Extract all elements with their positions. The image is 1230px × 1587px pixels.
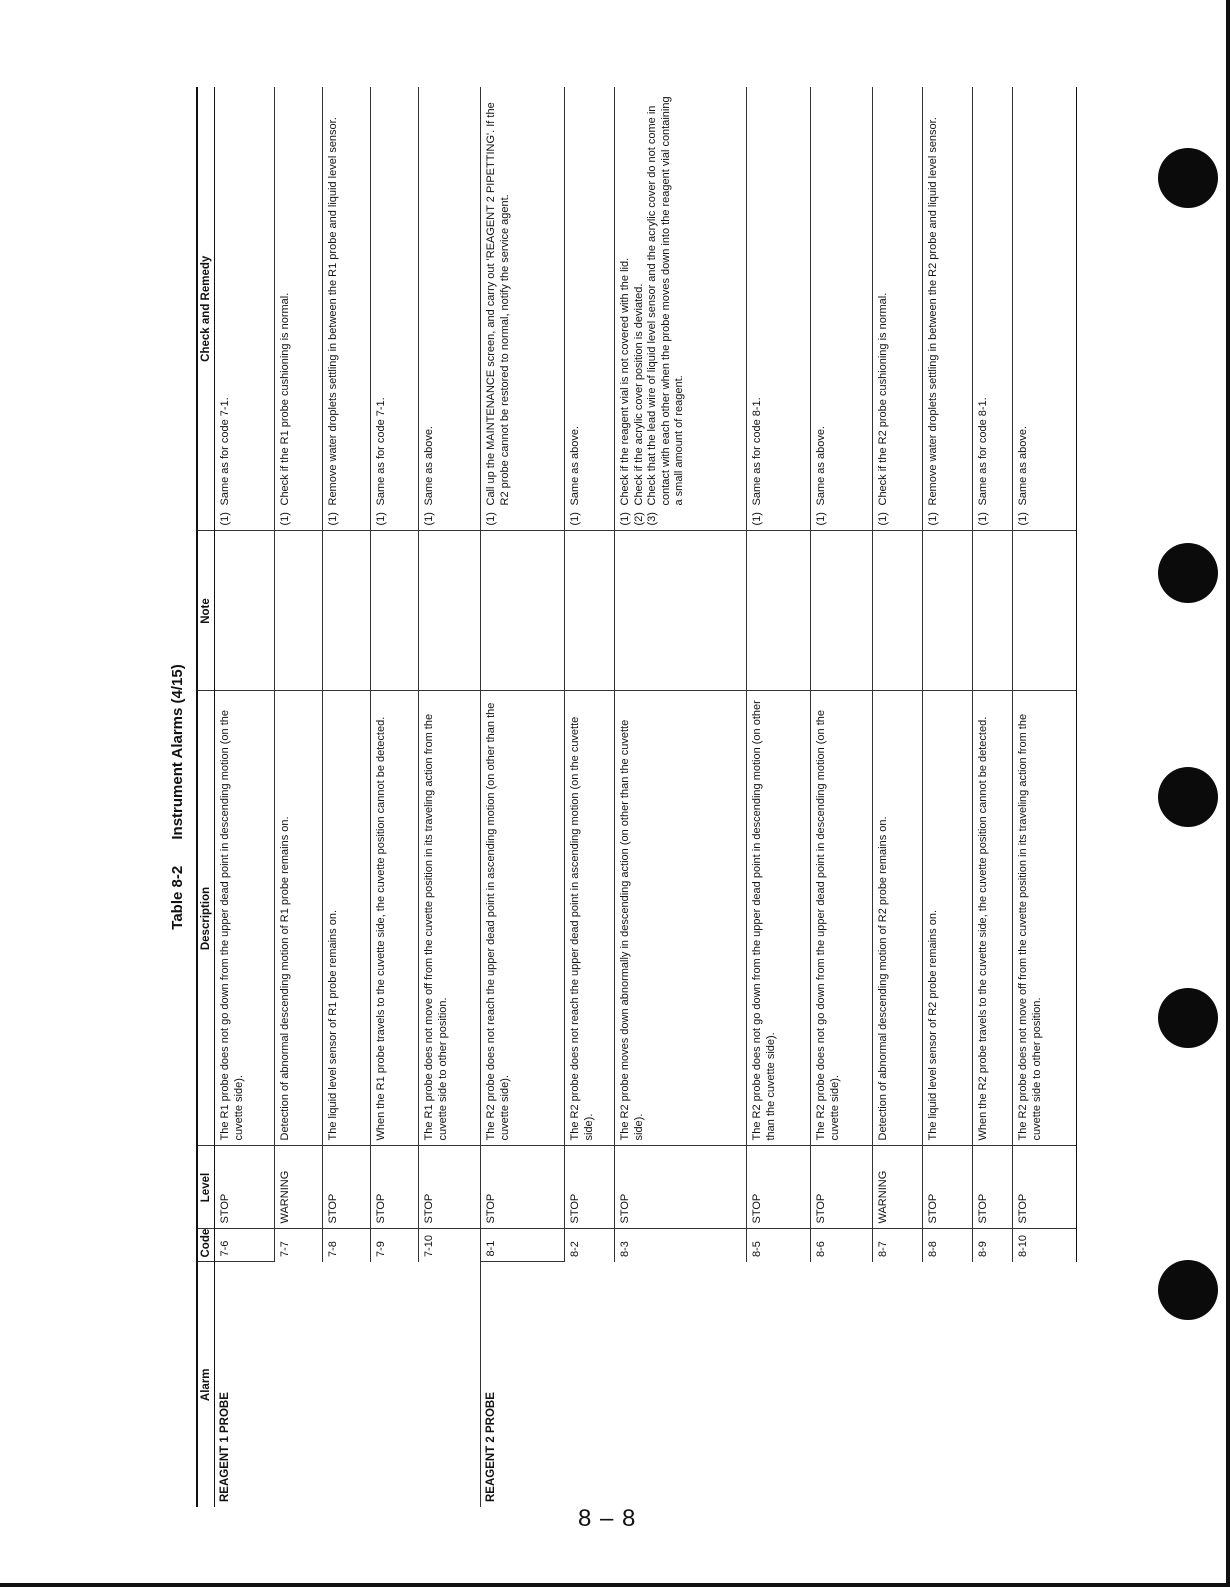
remedy-item-number: (1)	[327, 512, 339, 526]
remedy-item-number: (1)	[815, 512, 827, 526]
note-cell	[973, 531, 1013, 691]
code-cell: 7-9	[371, 1229, 419, 1262]
table-caption: Instrument Alarms (4/15)	[169, 664, 186, 840]
remedy-item-number: (1)	[375, 512, 387, 526]
remedy-item-text: Same as for code 7-1.	[375, 397, 387, 506]
check-remedy-cell	[419, 87, 481, 531]
remedy-item	[327, 92, 341, 526]
description-cell: The R2 probe does not reach the upper dead point in ascending motion (on other than the cuvette side).	[481, 691, 565, 1146]
level-cell: WARNING	[873, 1146, 923, 1229]
note-cell	[811, 531, 873, 691]
remedy-item-number: (1)	[1017, 512, 1029, 526]
col-header-description: Description	[197, 691, 215, 1146]
description-cell: The R1 probe does not move off from the cuvette position in its traveling action from the cuvette side to other position.	[419, 691, 481, 1146]
col-header-note: Note	[197, 531, 215, 691]
note-cell	[371, 531, 419, 691]
note-cell	[923, 531, 973, 691]
check-remedy-cell	[481, 87, 565, 531]
check-remedy-cell	[1013, 87, 1077, 531]
table-row	[215, 87, 275, 1507]
note-cell	[481, 531, 565, 691]
check-remedy-cell	[747, 87, 811, 531]
remedy-item	[375, 92, 389, 526]
code-cell: 7-7	[275, 1229, 323, 1262]
note-cell	[873, 531, 923, 691]
description-cell: The R2 probe does not go down from the upper dead point in descending motion (on other than the cuvette side).	[747, 691, 811, 1146]
binder-hole	[1158, 148, 1218, 208]
page-edge-bottom	[0, 1583, 1230, 1587]
description-cell: The R1 probe does not go down from the upper dead point in descending motion (on the cuvette side).	[215, 691, 275, 1146]
binder-hole	[1158, 988, 1218, 1048]
note-cell	[419, 531, 481, 691]
col-header-level: Level	[197, 1146, 215, 1229]
remedy-item-number: (3)	[646, 512, 658, 526]
code-cell: 8-10	[1013, 1229, 1077, 1262]
remedy-item-text: Same as for code 8-1.	[751, 397, 763, 506]
description-cell: When the R1 probe travels to the cuvette side, the cuvette position cannot be detected.	[371, 691, 419, 1146]
description-cell: The R2 probe does not go down from the upper dead point in descending motion (on the cuvette side).	[811, 691, 873, 1146]
remedy-item	[485, 92, 512, 526]
remedy-item-number: (1)	[619, 512, 631, 526]
remedy-item-number: (1)	[279, 512, 291, 526]
description-cell: Detection of abnormal descending motion of R2 probe remains on.	[873, 691, 923, 1146]
remedy-item	[815, 92, 829, 526]
col-header-check-remedy: Check and Remedy	[197, 87, 215, 531]
table-body	[215, 87, 1077, 1507]
remedy-item	[646, 92, 687, 526]
code-cell: 8-8	[923, 1229, 973, 1262]
alarms-table	[196, 87, 1077, 1507]
binder-hole	[1158, 1260, 1218, 1320]
code-cell: 7-6	[215, 1229, 275, 1262]
description-cell: Detection of abnormal descending motion of R1 probe remains on.	[275, 691, 323, 1146]
check-remedy-cell	[323, 87, 371, 531]
page-edge-right	[1226, 0, 1230, 1587]
check-remedy-cell	[275, 87, 323, 531]
level-cell: STOP	[565, 1146, 615, 1229]
table-row	[481, 87, 565, 1507]
check-remedy-cell	[873, 87, 923, 531]
remedy-item-text: Check if the R1 probe cushioning is normal.	[279, 292, 291, 506]
code-cell: 8-9	[973, 1229, 1013, 1262]
remedy-item-text: Same as above.	[815, 426, 827, 506]
check-remedy-cell	[923, 87, 973, 531]
note-cell	[215, 531, 275, 691]
check-remedy-cell	[811, 87, 873, 531]
description-cell: The liquid level sensor of R2 probe remains on.	[923, 691, 973, 1146]
level-cell: STOP	[371, 1146, 419, 1229]
col-header-code: Code	[197, 1229, 215, 1262]
remedy-item-text: Check that the lead wire of liquid level sensor and the acrylic cover do not come in contact with each other when the probe moves down into the reagent vial containing a small amount of reagent.	[646, 96, 685, 506]
remedy-item	[569, 92, 583, 526]
remedy-item	[219, 92, 233, 526]
check-remedy-cell	[615, 87, 747, 531]
check-remedy-cell	[215, 87, 275, 531]
code-cell: 8-7	[873, 1229, 923, 1262]
binder-hole	[1158, 543, 1218, 603]
binder-hole	[1158, 767, 1218, 827]
table-title	[160, 87, 196, 1507]
check-remedy-cell	[565, 87, 615, 531]
remedy-item	[1017, 92, 1031, 526]
remedy-item-text: Remove water droplets settling in between the R2 probe and liquid level sensor.	[927, 117, 939, 506]
remedy-item-number: (1)	[219, 512, 231, 526]
code-cell: 8-6	[811, 1229, 873, 1262]
remedy-item	[877, 92, 891, 526]
remedy-item-number: (1)	[751, 512, 763, 526]
remedy-item-text: Remove water droplets settling in between the R1 probe and liquid level sensor.	[327, 117, 339, 506]
remedy-item-number: (1)	[485, 512, 497, 526]
level-cell: STOP	[747, 1146, 811, 1229]
remedy-item-text: Check if the reagent vial is not covered with the lid.	[619, 257, 631, 506]
remedy-item-text: Check if the R2 probe cushioning is normal.	[877, 292, 889, 506]
level-cell: STOP	[923, 1146, 973, 1229]
check-remedy-cell	[973, 87, 1013, 531]
description-cell: The R2 probe does not move off from the cuvette position in its traveling action from the cuvette side to other position.	[1013, 691, 1077, 1146]
remedy-item-text: Same as above.	[1017, 426, 1029, 506]
note-cell	[747, 531, 811, 691]
remedy-item	[619, 92, 633, 526]
description-cell: The liquid level sensor of R1 probe remains on.	[323, 691, 371, 1146]
remedy-item-number: (1)	[927, 512, 939, 526]
rotated-table-block	[160, 87, 1043, 1507]
level-cell: STOP	[811, 1146, 873, 1229]
code-cell: 7-10	[419, 1229, 481, 1262]
remedy-item-number: (1)	[877, 512, 889, 526]
remedy-item	[751, 92, 765, 526]
remedy-item-text: Same as above.	[569, 426, 581, 506]
remedy-item-text: Same as above.	[423, 426, 435, 506]
remedy-item	[423, 92, 437, 526]
remedy-item	[927, 92, 941, 526]
code-cell: 8-2	[565, 1229, 615, 1262]
table-number: Table 8-2	[169, 865, 186, 930]
code-cell: 8-3	[615, 1229, 747, 1262]
level-cell: STOP	[419, 1146, 481, 1229]
page-number: 8 – 8	[578, 1505, 637, 1532]
description-cell: When the R2 probe travels to the cuvette side, the cuvette position cannot be detected.	[973, 691, 1013, 1146]
remedy-item-number: (1)	[423, 512, 435, 526]
level-cell: STOP	[323, 1146, 371, 1229]
level-cell: STOP	[215, 1146, 275, 1229]
level-cell: STOP	[973, 1146, 1013, 1229]
description-cell: The R2 probe does not reach the upper dead point in ascending motion (on the cuvette side).	[565, 691, 615, 1146]
note-cell	[323, 531, 371, 691]
level-cell: WARNING	[275, 1146, 323, 1229]
description-cell: The R2 probe moves down abnormally in descending action (on other than the cuvette side).	[615, 691, 747, 1146]
remedy-item-text: Same as for code 8-1.	[977, 397, 989, 506]
alarm-group-name: REAGENT 2 PROBE	[481, 1262, 1077, 1507]
note-cell	[275, 531, 323, 691]
level-cell: STOP	[615, 1146, 747, 1229]
code-cell: 8-1	[481, 1229, 565, 1262]
note-cell	[565, 531, 615, 691]
remedy-item	[633, 92, 647, 526]
note-cell	[1013, 531, 1077, 691]
remedy-item-number: (2)	[632, 512, 645, 526]
code-cell: 7-8	[323, 1229, 371, 1262]
col-header-alarm: Alarm	[197, 1262, 215, 1507]
note-cell	[615, 531, 747, 691]
remedy-item-number: (1)	[977, 512, 989, 526]
alarm-group-name: REAGENT 1 PROBE	[215, 1262, 481, 1507]
check-remedy-cell	[371, 87, 419, 531]
remedy-item	[279, 92, 293, 526]
remedy-item-text: Check if the acrylic cover position is deviated.	[632, 283, 645, 506]
level-cell: STOP	[1013, 1146, 1077, 1229]
remedy-item-text: Same as for code 7-1.	[219, 397, 231, 506]
level-cell: STOP	[481, 1146, 565, 1229]
remedy-item-number: (1)	[569, 512, 581, 526]
code-cell: 8-5	[747, 1229, 811, 1262]
remedy-item-text: Call up the MAINTENANCE screen, and carry out 'REAGENT 2 PIPETTING'. If the R2 probe cannot be restored to normal, notify the service agent.	[485, 102, 511, 506]
remedy-item	[977, 92, 991, 526]
